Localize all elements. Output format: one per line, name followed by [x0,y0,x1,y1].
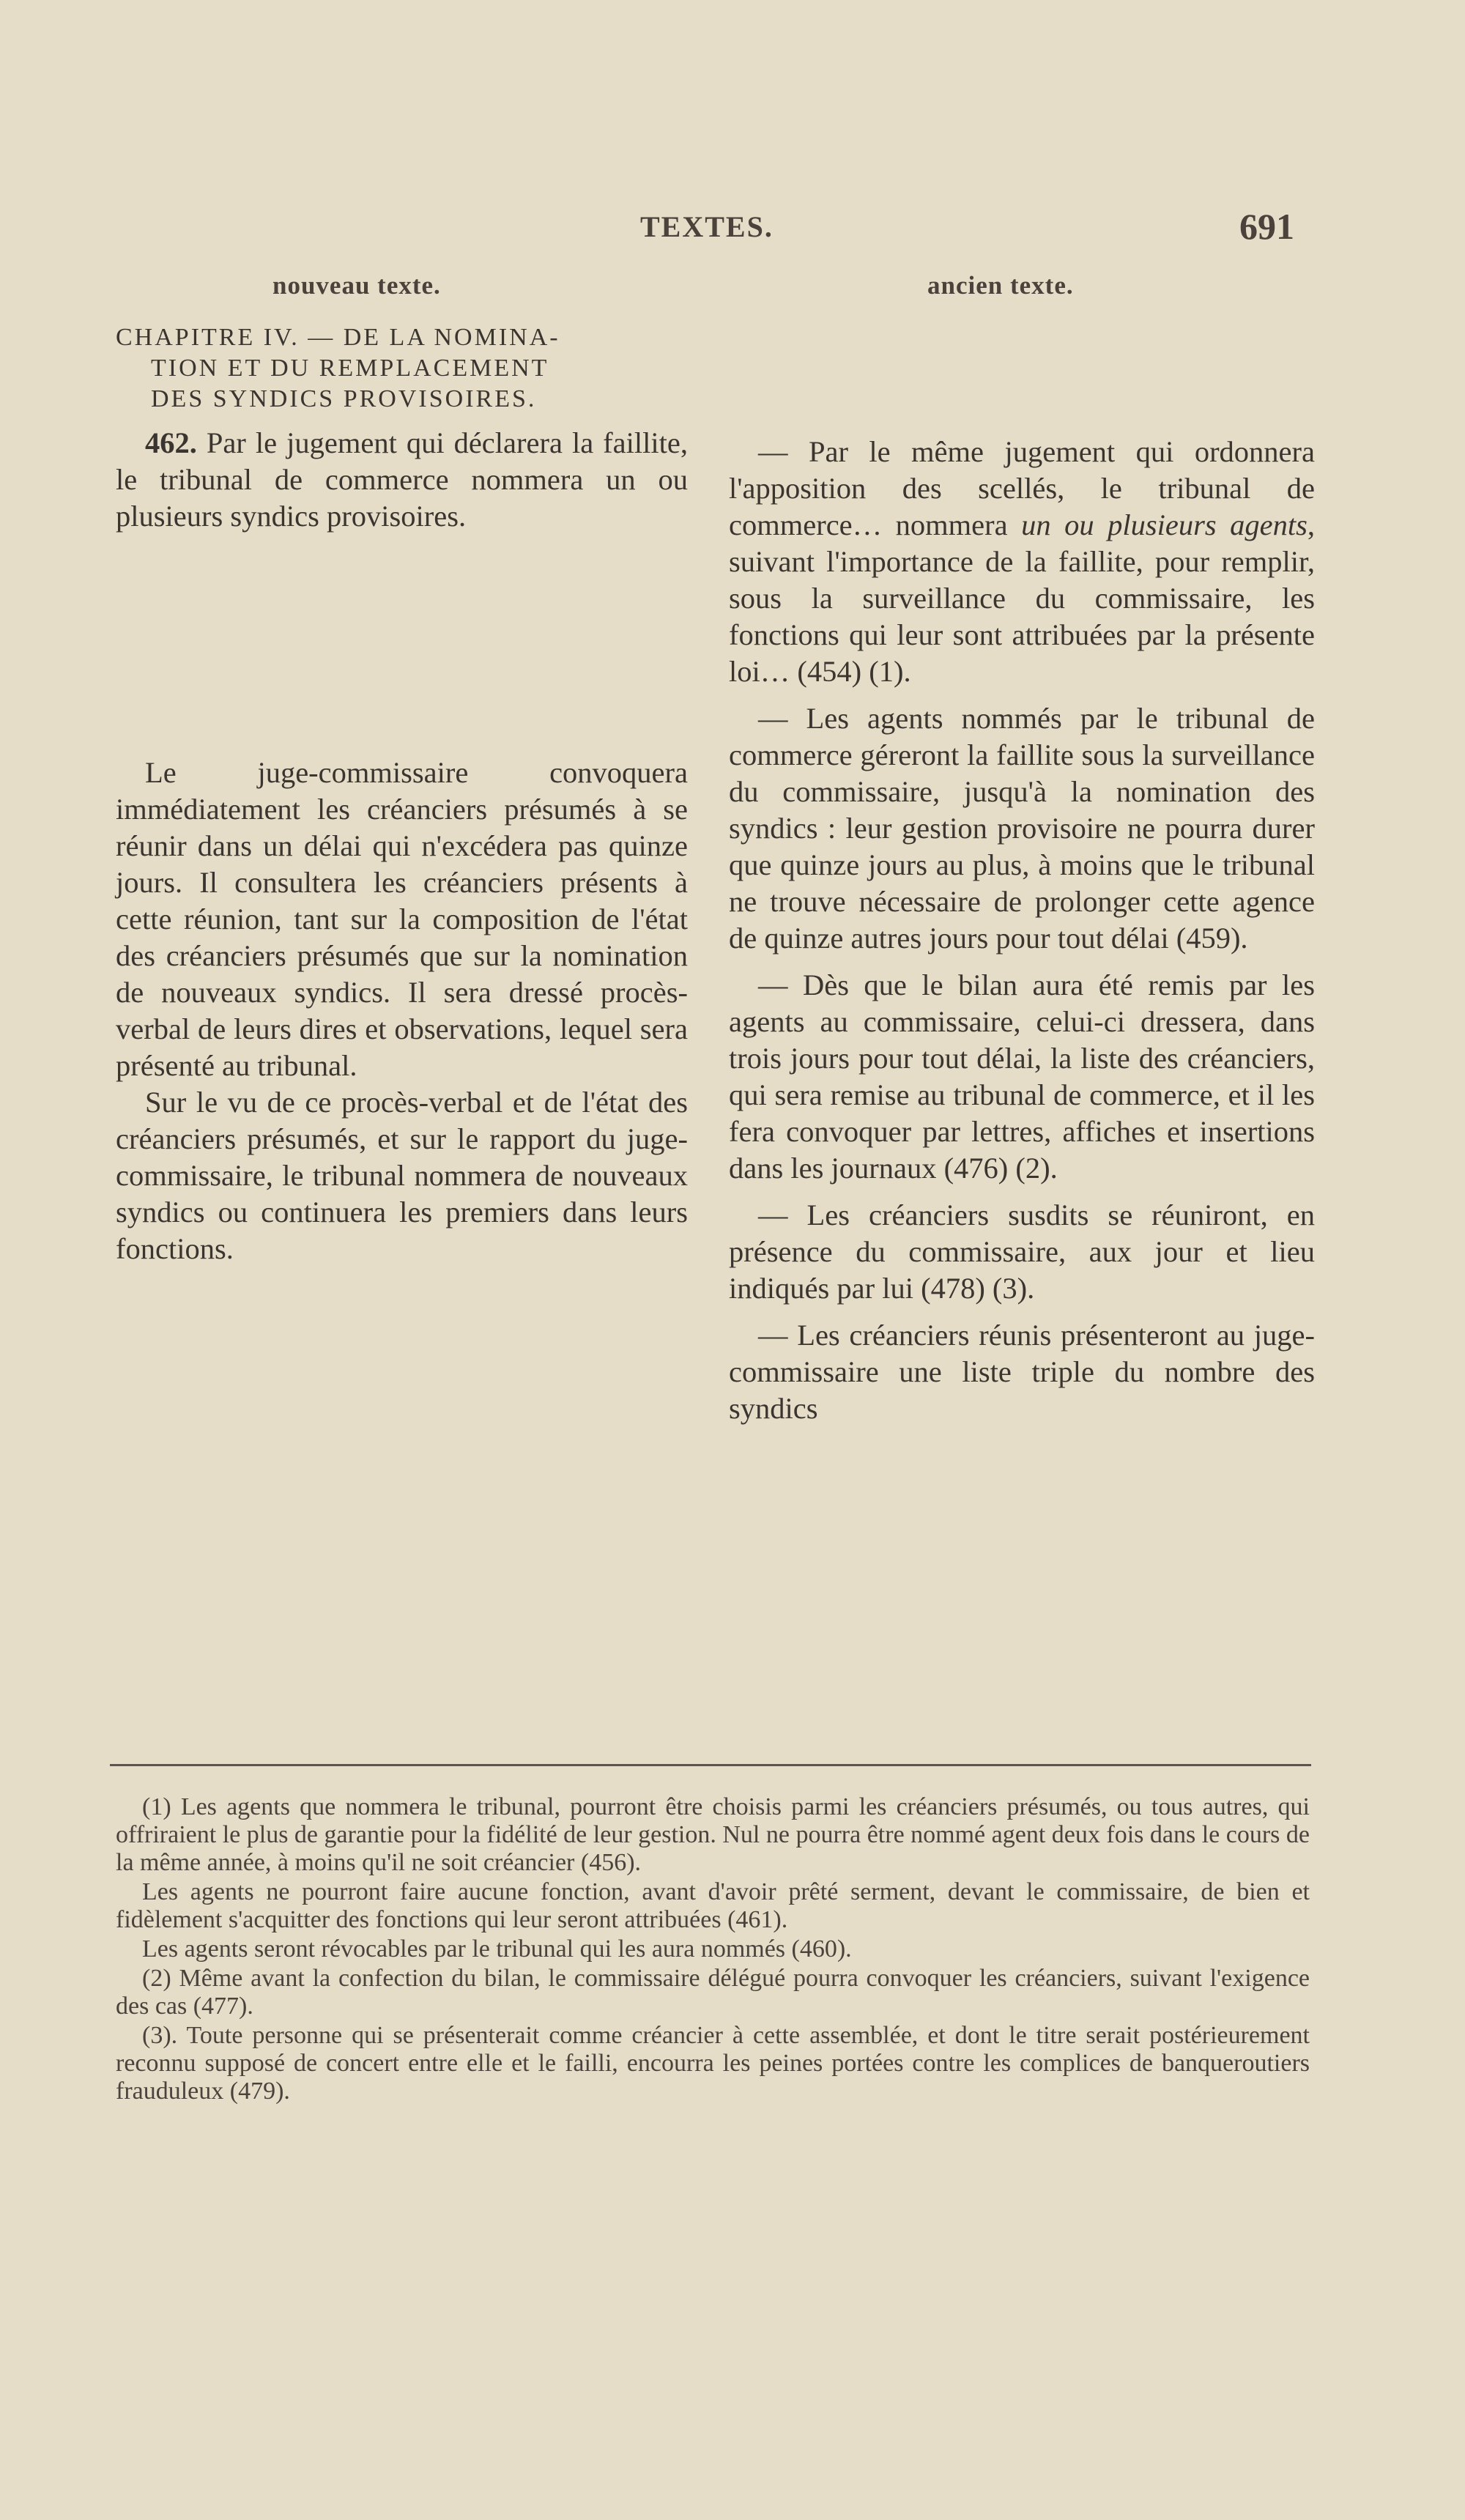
article-462-paragraph-1 [116,425,688,535]
page-number: 691 [1239,206,1294,247]
new-text-column [116,322,688,1267]
article-462-paragraph-3: Sur le vu de ce procès-verbal et de l'état des créanciers présumés, et sur le rapport du juge-commissaire, le tribunal nommera de nouveaux syndics ou continuera les premiers dans leurs fonctions. [116,1086,688,1265]
chapter-heading [116,322,688,415]
article-text: Par le jugement qui déclarera la faillite, le tribunal de commerce nommera un ou plusieurs syndics provisoires. [116,426,689,533]
article-462-paragraph-2: Le juge-commissaire convoquera immédiatement les créanciers présumés à se réunir dans un délai qui n'excédera pas quinze jours. Il consultera les créanciers présents à cette réunion, tant sur la composition de l'état des créanciers présumés que sur la nomination de nouveaux syndics. Il sera dressé procès-verbal de leurs dires et observations, lequel sera présenté au tribunal. [116,756,688,1082]
old-p1-text-b: , suivant l'importance de la faillite, pour remplir, sous la surveillance du commissaire, les fonctions qui leur sont attribuées par la présente loi… (454) (1). [729,508,1315,688]
old-p1-italic: un ou plusieurs agents [1021,508,1308,541]
old-paragraph-3: — Dès que le bilan aura été remis par les agents au commissaire, celui-ci dressera, dans trois jours pour tout délai, la liste des créanciers, qui sera remise au tribunal de commerce, et il les fera convoquer par lettres, affiches et insertions dans les journaux (476) (2). [729,968,1315,1185]
new-text-heading: nouveau texte. [272,271,441,300]
old-paragraph-4: — Les créanciers susdits se réuniront, en présence du commissaire, aux jour et lieu indiqués par lui (478) (3). [729,1198,1315,1305]
article-number: 462. [145,426,197,459]
old-text-column [729,322,1315,1437]
running-title: TEXTES. [640,210,774,243]
old-paragraph-5: — Les créanciers réunis présenteront au juge-commissaire une liste triple du nombre des syndics [729,1319,1315,1425]
footnotes [116,1793,1310,2107]
old-text-heading: ancien texte. [927,271,1074,300]
chapter-line-1: CHAPITRE IV. — DE LA NOMINA- [116,324,560,351]
old-paragraph-1 [729,434,1315,690]
footnote-3: (3). Toute personne qui se présenterait comme créancier à cette assemblée, et dont le titre serait postérieurement reconnu supposé de concert entre elle et le failli, encourra les peines portées contre les complices de banqueroutiers frauduleux (479). [116,2022,1310,2105]
footnote-1: (1) Les agents que nommera le tribunal, pourront être choisis parmi les créanciers présumés, ou tous autres, qui offriraient le plus de garantie pour la fidélité de leur gestion. Nul ne pourra être nommé agent deux fois dans le cours de la même année, à moins qu'il ne soit créancier (456). [116,1793,1310,1876]
footnote-2: (2) Même avant la confection du bilan, le commissaire délégué pourra convoquer les créanciers, suivant l'exigence des cas (477). [116,1965,1310,2020]
running-head [0,206,1465,261]
old-p1-text-a: — Par le même jugement qui ordonnera l'apposition des scellés, le tribunal de commerce… nommera [729,435,1315,541]
chapter-line-2: TION ET DU REMPLACEMENT [151,355,549,382]
footnote-divider [110,1764,1311,1766]
footnote-1-final: Les agents seront révocables par le tribunal qui les aura nommés (460). [142,1935,852,1963]
footnote-1-continued: Les agents ne pourront faire aucune fonction, avant d'avoir prêté serment, devant le commissaire, de bien et fidèlement s'acquitter des fonctions qui leur seront attribuées (461). [116,1878,1310,1933]
old-paragraph-2: — Les agents nommés par le tribunal de commerce géreront la faillite sous la surveillance du commissaire, jusqu'à la nomination des syndics : leur gestion provisoire ne pourra durer que quinze jours au plus, à moins que le tribunal ne trouve nécessaire de prolonger cette agence de quinze autres jours pour tout délai (459). [729,702,1315,955]
chapter-line-3: DES SYNDICS PROVISOIRES. [151,385,537,412]
